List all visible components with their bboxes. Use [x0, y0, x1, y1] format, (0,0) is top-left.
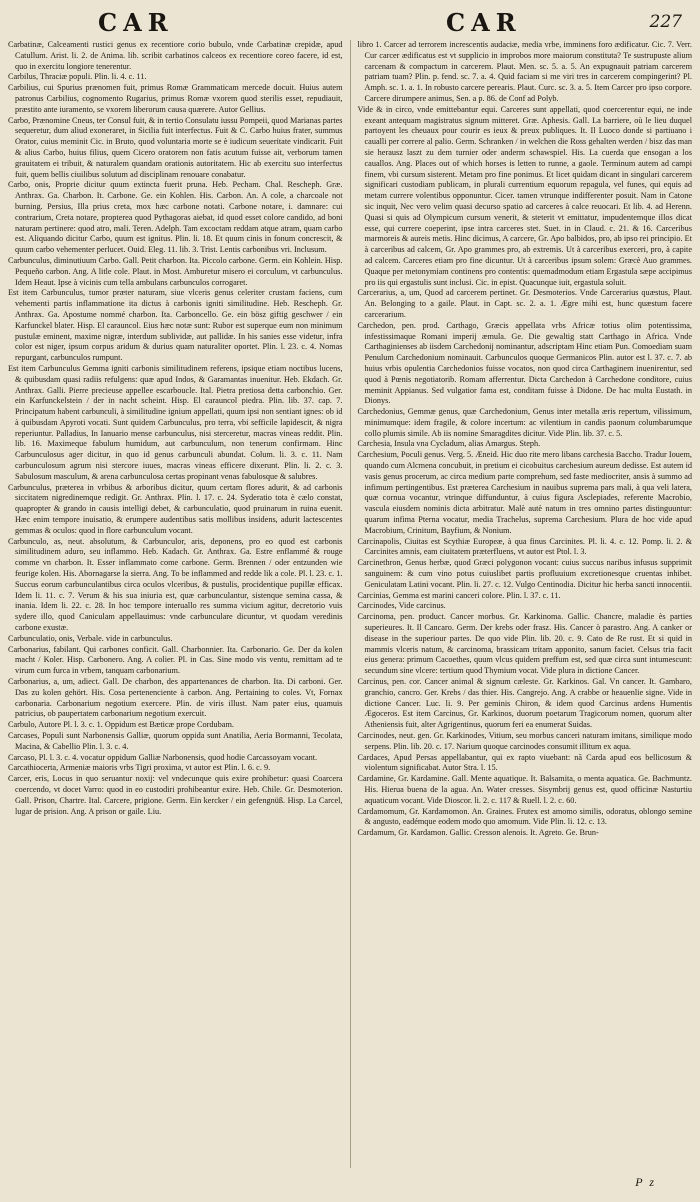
text-columns: [8, 40, 692, 1168]
dictionary-entry: Carchesium, Poculi genus. Verg. 5. Æneid. Hic duo rite mero libans carchesia Baccho. Tradur Iouem, quando cum Alcmena concubuit, in pretium ei cicobuitus carchesium aureum dedisse. Est autem id vasis genus procerum, ac circa medium parte comprehum, sed faste mediocriter, ansis à summo ad infimum pertingentibus. Est præterea Carchesium in nauibus suprema pars mali, à qua veli latera, quæ cornua vocantur, vtrinque diffunduntur, à cuius figura Asclepiades, referente Macrobio, vascula eiusdem nominis dicta arbitratur. Malè autè natum in tres omnino partes distinguuntur: quarum infima Pterna vocatur, media Trachelus, suprema Carchesium. Plura de hoc vide apud Macrobium, Crinitum, Bayfium, & Nonium.: [357, 450, 692, 535]
dictionary-entry: Carcaso, Pl. l. 3. c. 4. vocatur oppidum Galliæ Narbonensis, quod hodie Carcassoyam vocant.: [8, 752, 318, 762]
dictionary-entry: Carcerarius, a, um, Quod ad carcerem pertinet. Gr. Desmoterios. Vnde Carcerarius quæstus, Plaut. An. Belonging to a gaile. Plaut. in Capt. sc. 2. a. 1. Ægre mihi est, hunc quæstum facere carcerarium.: [357, 288, 692, 319]
dictionary-entry: Carcases, Populi sunt Narbonensis Galliæ, quorum oppida sunt Anatilia, Aeria Bormanni, Tecolata, Macina, & Cabellio Plin. l. 3. c. 4.: [8, 731, 343, 751]
dictionary-entry: Carchedon, pen. prod. Carthago, Græcis appellata vrbs Africæ totius olim potentissima, infestissimaque Romani imperij æmula. Ge. Die gewaltig statt Carthago in Africa. Vnde Carthaginienses ab iisdem Carchedonij nominantur, adscriptam Hinc etiam Pun. Comoediam suam Penulum Carchedonium nominauit. Carbunculos quoque Germanicos Plin. autor est l. 37. c. 7. ab huius vrbis opulentia Carchedonios fuisse vocatos, non quod circa Carthaginem inuenirentur, sed quod à Pœnis negotiatorib. Romam afferrentur. Dicta Carchedon à Carchedone conditore, cuius meminit Appianus. Sed vulgatior fama est, conditam fuisse à Didone. De hac multa Eustath. in Dionys.: [357, 320, 692, 406]
dictionary-entry: Est item Carbunculus Gemma igniti carbonis similitudinem referens, ipsique etiam noctibus lucens, & quibusdam quasi radiis refulgens: quæ apud Indos, & Garamantas inuenitur. Heb. Ekdach. Gr. Anthrax. Galli. Pierre precieuse appellee escarboucle. Ital. Pietra pretiosa detta carbonchio. Ger. ein Karfunckelstein / der in nacht scheint. Hisp. El carauncol piedra. Plin. lib. 37. cap. 7. Principatum habent carbunculi, à similitudine ignium appellati, quum ipsi non sentiant ignes: ob id à quibusdam Apyroti vocati. Sunt quidem Carbunculus, pro terra, vbi sefficile lapidescit, & nigra reperiuntur. Palladius, In Ianuario mense carbunculus, nisi sterceretur, macras vineas reddit. Plin. lib. 16. Maximeque fabulum humidum, aut carbunculum, non tenerum confirmam. Hinc Carbunculosus ager dicitur, in quo id genus carbunculi abundat. Colum. li. 3. c. 11. Nam carbunculosum agrum nisi stercore iuues, macras vineas efficere dixerunt. Plin. li. 2. c. 3. Sabulosum masculum, & arena carbunculosa certas propinant venas fabulosque & salubres.: [8, 363, 343, 481]
dictionary-entry: Carcinodes, neut. gen. Gr. Karkinodes, Vitium, seu morbus canceri naturam imitans, similique modo serpens. Plin. lib. 20. c. 17. Narium quoque carcinodes consumit illitum ex aqua.: [357, 731, 692, 751]
dictionary-entry: Carchedonius, Gemmæ genus, quæ Carchedonium, Genus inter metalla æris repertum, vilissimum, minimumque: idem fragile, & colore incertum: ac vilentium in candis paonum columbarumque collo plumis simile. Ab iis nomine Smaragdites dicitur. Vide Plin. lib. 37. c. 5.: [357, 407, 692, 438]
dictionary-entry: Carbulo, Autore Pl. l. 3. c. 1. Oppidum est Bæticæ prope Cordubam.: [8, 720, 234, 730]
dictionary-entry: Carcinus, pen. cor. Cancer animal & signum cæleste. Gr. Karkinos. Gal. Vn cancer. It. Gambaro, granchio, cancro. Ger. Krebs / das thier. His. Cangrejo. Ang. A crabbe or heauenlie signe. Vide in dictione Cancer. Luc. li. 9. Per geminis Chiron, & idem quod Carcinus ardens Humentis Ægoceros. Est item Carcinus, Gr. Karkinos, duorum poetarum Tragicorum nomen, quorum alter Atheniensis fuit, alter Agrigentinus, quorum feri ea enumerat Suidas.: [357, 677, 692, 730]
dictionary-entry: Carcinodes, Vide carcinus.: [357, 601, 446, 611]
dictionary-entry: libro 1. Carcer ad terrorem increscentis audaciæ, media vrbe, imminens foro ædificatur. Cic. 7. Verr. Cur carcer ædificatus est vt supplicio in improbos more maiorum constituta? Te sustrupuste alium carcenam & compactum in carcerem. Plaut. Men. sc. 5. a. 5. An expugnauit patriam carcerem patriam tuam? Plin. p. fend. sc. 7. a. 4. Quid faciam si me viri tres in carcerem compingerint? Pl. Amph. sc. 1. a. 1. In robusto carcere perearis. Plaut. Curc. sc. 3. a. 5. Item Carcer pro ipso corpore. Carcere dirumpere animus, Sen. a p. 86. de Conf ad Polyb.: [357, 40, 692, 103]
dictionary-entry: Carcinethron, Genus herbæ, quod Græci polygonon vocant: cuius succus naribus infusus supprimit sanguinem: & cum vino potus cuiuslibet partis profluuium excretionesque cruentas inhibet. Geniculatam Latini vocant. Plin. li. 27. c. 12. Vulgo Centinodia. Dicitur hic herba sancti innocentii.: [357, 558, 692, 589]
dictionary-entry: Carbonarius, fabilant. Qui carbones conficit. Gall. Charbonnier. Ita. Carbonario. Ge. Der da kolen macht / Koler. Hisp. Carbonero. Ang. A colier. Pl. in Cas. Sine modo vis ventu, remittam ad te virum cum furca in vrbem, tanquam carbonarium.: [8, 644, 343, 676]
dictionary-entry: Carbilius, cui Spurius prænomen fuit, primus Romæ Grammaticam mercede docuit. Huius autem patronus Carbilius, cognomento Rugarius, primus Romæ vxorem quod sterilis esset, repudiauit, præstito ante iuramento, se vxorem liberorum causa quærere. Autor Gellius.: [8, 83, 343, 114]
dictionary-entry: Vide & in circo, vnde emittebantur equi. Carceres sunt appellati, quod coercerentur equi, ne inde exeant antequam magistratus signum mitteret. Græ. Aphesis. Gall. La barriere, où le lieu duquel partoyent les cheuaux pour courir es ieux & preux publiques. It. Il Luoco donde si partiuano i caualli per correre al palio. Germ. Schranken / in welchen die Ross gehalten werden / bisz das man sie herausz laszt zu dem turnier oder anderm schawspiel. His. La cuerda que ensogan a los cauallos. Ang. Places out of which horses is letten to runne, a gaole. Terminum autem ad campi finem, vbi cursum sisterent. Metam pro fine ponimus. Et licet quidam dicant in singulari carcerem significari custodiam publicam, in plurali currentium equorum repagula, vel funes, qui equis ad metam currere volentibus opponuntur. Cicer. tamen vtrunque indifferenter posuit. Nam in Catone sic inquit, Nec vero velim quasi decurso spatio ad carceres à calce reuocari. Et lib. 4. ad Herenn. Quasi si quis ad Olympicum cursum venerit, & steterit vt emittatur, impudentemque illos dicat esse, qui currere coeperint, ipse intra carceres stet. Suet. in in Claud. c. 21. & 16. Carceribus marmoreis & aureis metis. Hinc dicimus, A carcere, Gr. Apo balbidos, pro, ab ipso rei principio. Et à carceribus ad calcem, Gr. Apo grammes pro, ab extremis. Ut à carceribus exerceri, pro, à capite ad calcem. Carceres etiam pro fine dicuntur. Ut à carceribus ipsum solem: Græcè Auo grammes. Quaque per metonymiam continens pro contentis: quemadmodum etiam Ergastula sæpe accipimus pro iis qui ergastulis sunt inclusi. Cic. in epist. Quacunque iuit, ergastula soluit.: [357, 104, 692, 287]
right-column: [350, 40, 693, 1168]
dictionary-entry: Cardamine, Gr. Kardamine. Gall. Mente aquatique. It. Balsamita, o menta aquatica. Ge. Bachmuntz. His. Hierua buena de la agua. An. Water cresses. Sisymbrij genus est, quod officinæ Nasturtiu aquaticum vocant. Vide Dioscor. li. 2. c. 117 & Ruell. l. 2. c. 60.: [357, 774, 692, 805]
dictionary-entry: Carcinapolis, Ciuitas est Scythiæ Europeæ, à qua finus Carcinites. Pl. li. 4. c. 12. Pomp. li. 2. & Carcinites amnis, eam ciuitatem præterfluens, vt autor est Ptol. l. 3.: [357, 536, 692, 557]
dictionary-entry: Cardaces, Apud Persas appellabantur, qui ex rapto viuebant: nã Carda apud eos bellicosum & violentum significabat. Autor Stra. l. 15.: [357, 752, 692, 773]
left-headword: CAR: [98, 8, 174, 37]
dictionary-entry: Carcer, eris, Locus in quo seruantur noxij: vel vndecunque quis exire prohibetur: quasi Coarcera coercendo, vt docet Varro: quod in eo custodiri prohibeantur exire. Heb. Chile. Gr. Desmoterion. Gall. Prison, Chartre. Ital. Carcere, prigione. Germ. Ein kercker / ein gefengnüß. Hisp. La Carcel, lugar de prision. Ang. A prison or gaile. Liu.: [8, 774, 343, 816]
right-headword: CAR: [446, 8, 522, 37]
running-header: [8, 6, 692, 38]
dictionary-entry: Carbatinæ, Calceamenti rustici genus ex recentiore corio bubulo, vnde Carbatinæ crepidæ, apud Catullum. Arist. li. 2. de Anima. lib. scribit carbatinos calceos ex recentiore coreo facere, id est, quo in exercitu longiore tenerentur.: [8, 40, 343, 71]
dictionary-entry: Carchesia, Insula vna Cycladum, alias Amargus. Steph.: [357, 439, 541, 449]
page-number: 227: [649, 12, 682, 32]
dictionary-entry: Carcinoma, pen. product. Cancer morbus. Gr. Karkinoma. Gallic. Chancre, maladie ès parties superieures. It. Il Cancaro. Germ. Der krebs oder frasz. His. Cancer ò parastro. Ang. A canker or disease in the superiour partes. De quo vide Plin. lib. 20. c. 9. Cato de Re rust. Et si quid in mammis vlceris natum, & carcinoma, brassicam tritam apponito, sanum faciet. Celsus tria facit eius genera: primum Cacoethes, quum vlcus quidem preffum est, sed quæ circa sunt intumescunt: secundum sine vlcere: tertium quod Thymium vocat. Vide plura in dictione Cancer.: [357, 612, 692, 676]
dictionary-entry: Carcinias, Gemma est marini canceri colore. Plin. l. 37. c. 11.: [357, 590, 561, 600]
left-column: [8, 40, 350, 1168]
dictionary-entry: Carcathiocerta, Armeniæ maioris vrbs Tigri proxima, vt autor est Plin. l. 6. c. 9.: [8, 763, 271, 773]
dictionary-entry: Cardamum, Gr. Kardamon. Gallic. Cresson alenois. It. Agreto. Ge. Brun-: [357, 828, 599, 838]
dictionary-entry: Est item Carbunculus, tumor præter naturam, siue vlceris genus celeriter crustam faciens, cum vehementi partis inflammatione ita dictus à carbonis igniti similitudine. Heb. Rescheph. Gr. Anthrax. Ga. Apostume nommé charbon. Ita. Carboncello. Ge. ein bösz giftig geschwer / ein Karfunckel blater. Hisp. El carauncol. Eius hæc notæ sunt: Rubor est superque eum non minimum pustulæ eminent, maxime nigræ, interdum sublividæ, aut pallidæ. In his sanies esse videtur, infra color est niger, ipsum corpus aridum & durius quam naturaliter oportet. Plin. l. 23. c. 4. Nomas repurgant, carbunculos rumpunt.: [8, 288, 343, 363]
dictionary-entry: Carbonarius, a, um, adiect. Gall. De charbon, des appartenances de charbon. Ita. Di carboni. Ger. Das zu kolen gehört. His. Cosa pertenenciente à carbon. Ang. Pertaining to coles. Vt, Fornax carbonaria. Carbonarium negotium exercere. Plin. de viris illust. Nam pater eius, quamuis patricius, ob paupertatem carbonarium negotium exercuit.: [8, 677, 343, 719]
dictionary-entry: Cardamomum, Gr. Kardamomon. An. Graines. Frutex est amomo similis, odoratus, oblongo semine & angusto, eadémque eodem modo quo amomum. Vide Plin. li. 12. c. 13.: [357, 806, 692, 827]
catchword: P z: [635, 1175, 656, 1189]
dictionary-entry: Carbo, Prænomine Cneus, ter Consul fuit, & in tertio Consulatu iussu Pompeii, quod Marianas partes sequeretur, dum aliud exoneraret, in Sicilia fuit interfectus. Fuit & C. Carbo huius frater, summus Orator, cuius meminit Cic. in Bruto, quod voluntaria morte se è iudicum seueritate vindicarit. Fuit & alius Carbo, huius filius, quem Cicero oratorem non fatis acutum fuisse ait, verborum tamen grauitatem ei tribuit, & naturalem quandam orationis autoritatem. Hic ab exercitu suo interfectus fuit, quem bellis ciuilibus solutum ad disciplinam renouare conabatur.: [8, 115, 343, 179]
dictionary-entry: Carbunculatio, onis, Verbale. vide in carbunculus.: [8, 633, 173, 643]
dictionary-entry: Carbo, onis, Proprie dicitur quum extincta fuerit pruna. Heb. Pecham. Chal. Rescheph. Græ. Anthrax. Ga. Charbon. It. Carbone. Ge. ein Kohlen. His. Carbon. An. A cole, a charcoale not burning. Persius, Illa prius creta, mox hæc carbone notati. Carbone notare, i. damnare: cui contrarium, Creta notare, propterea quod Pythagoras aiebat, id quod esset colore candido, ad boni naturam pertinere: quod atro, mali. Teren. Adelph. Tam excoctam reddam atque atram, quam carbo est. Aliquando dicitur Carbo, quum est ignitus. Plin. li. 18. Et quum cinis in fonum concrescit, & quum carbo vehementer perlucet. Ouid. Eleg. 11. lib. 3. Trist. Lentis carbonibus vri. Inclusum.: [8, 180, 343, 255]
dictionary-entry: Carbilus, Thraciæ populi. Plin. li. 4. c. 11.: [8, 72, 147, 82]
dictionary-entry: Carbunculus, diminutiuum Carbo. Gall. Petit charbon. Ita. Piccolo carbone. Germ. ein Kohlein. Hisp. Pequeño carbon. Ang. A litle cole. Plaut. in Most. Amburetur misero ei corculum, vt carbunculus. Idem Heaut. Ipse à vicinis cum tella ambulans carbunculos corrogaret.: [8, 255, 343, 287]
dictionary-entry: Carbunculus, præterea in vrbibus & arboribus dicitur, quum certam flores adurit, & ad carbonis siccitatem nigredinemque redigit. Gr. Anthrax. Plin. l. 17. c. 24. Syderatio tota è cælo constat, quapropter & grando in causis intelligi debet, & carbunculatio, quod pruinarum in ruina euenit. Hæc enim tempore inuisatio, & erumpere audentibus satis mollibus insidens, adurit lactescentes gemmas & oculos: quod in flore carbunculum vocant.: [8, 482, 343, 535]
dictionary-entry: Carbunculo, as, neut. absolutum, & Carbunculor, aris, deponens, pro eo quod est carbonis similitudinem aduro, seu inflammo. Heb. Kadach. Gr. Anthrax. Ga. Estre enflammé & rouge comme vn charbon. It. Esser inflammato come carbone. Germ. Brennen / oder entzunden wie feurige kolen. His. Abornagarse la sierra. Ang. To be inflammed and redde lik a cole. Pl. l. 23. c. 1. Succus eorum carbunculantibus circa oculos vlceribus, & pustulis, procidentique pupillæ efficax. Idem li. 11. c. 7. Verum & his sua iniuria est, quæ carbunculantur, sistenque semina cassa, & inania. Idem li. 22. c. 28. In hoc tempore interuallo res summa vicium agitur, decretorio vuis sydere illo, quod Caniculam appellauimus: vnde carbunculare dicuntur, vt quodam veredinis carbone exustæ.: [8, 536, 343, 633]
